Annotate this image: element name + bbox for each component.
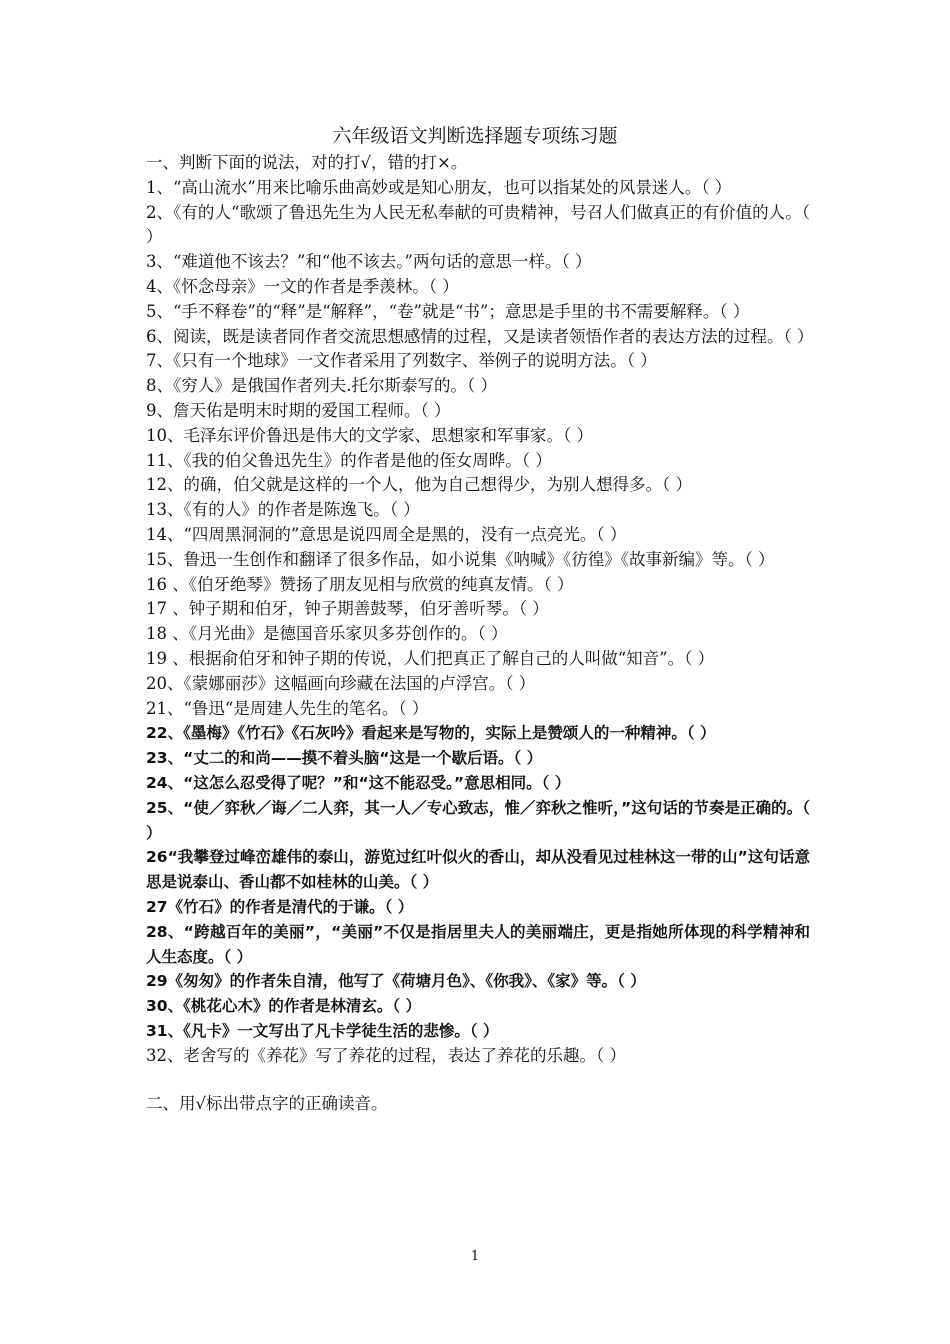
question-item: 20、《蒙娜丽莎》这幅画向珍藏在法国的卢浮宫。（ ） — [146, 673, 536, 693]
question-item-bold: 22、《墨梅》《竹石》《石灰吟》看起来是写物的，实际上是赞颂人的一种精神。（ ） — [146, 724, 716, 743]
question-item: 3、“难道他不该去？”和“他不该去。”两句话的意思一样。（ ） — [146, 252, 592, 272]
question-item-bold: 28、“跨越百年的美丽”，“美丽”不仅是指居里夫人的美丽端庄，更是指她所体现的科学精神和人生态度。（ ） — [146, 922, 810, 966]
question-item: 2、《有的人“歌颂了鲁迅先生为人民无私奉献的可贵精神，号召人们做真正的有价值的人。（ ） — [146, 202, 810, 247]
question-item: 13、《有的人》的作者是陈逸飞。（ ） — [146, 500, 420, 520]
question-item: 6、阅读，既是读者同作者交流思想感情的过程，又是读者领悟作者的表达方法的过程。（ ） — [146, 326, 814, 346]
question-item: 16 、《伯牙绝琴》赞扬了朋友见相与欣赏的纯真友情。（ ） — [146, 574, 574, 594]
question-item: 9、詹天佑是明末时期的爱国工程师。（ ） — [146, 400, 451, 420]
question-item: 7、《只有一个地球》一文作者采用了列数字、举例子的说明方法。（ ） — [146, 351, 657, 371]
page-title: 六年级语文判断选择题专项练习题 — [332, 125, 618, 147]
question-item: 18 、《月光曲》是德国音乐家贝多芬创作的。（ ） — [146, 624, 508, 644]
question-item: 1、“高山流水”用来比喻乐曲高妙或是知心朋友，也可以指某处的风景迷人。（ ） — [146, 177, 732, 197]
question-item-bold: 31、《凡卡》一文写出了凡卡学徒生活的悲惨。（ ） — [146, 1021, 499, 1040]
question-item: 21、“鲁迅“是周建人先生的笔名。（ ） — [146, 698, 429, 718]
question-item: 32、老舍写的《养花》写了养花的过程，表达了养花的乐趣。（ ） — [146, 1045, 626, 1065]
section-two-heading: 二、用√标出带点字的正确读音。 — [146, 1094, 388, 1114]
question-item: 12、的确，伯父就是这样的一个人，他为自己想得少，为别人想得多。（ ） — [146, 475, 692, 495]
question-item-bold: 25、“使／弈秋／诲／二人弈，其一人／专心致志，惟／弈秋之惟听，”这句话的节奏是正确的。（ ） — [146, 798, 810, 842]
question-item: 5、“手不释卷”的“释”是“解释”，“卷”就是“书”；意思是手里的书不需要解释。（ ） — [146, 301, 750, 321]
section-one-heading: 一、判断下面的说法，对的打√，错的打×。 — [146, 153, 468, 172]
page-number: 1 — [470, 1249, 480, 1264]
question-item-bold: 24、“这怎么忍受得了呢？”和“这不能忍受。”意思相同。（ ） — [146, 773, 571, 792]
question-item-bold: 29《匆匆》的作者朱自清，他写了《荷塘月色》、《你我》、《家》等。（ ） — [146, 972, 646, 991]
question-item-bold: 27《竹石》的作者是清代的于谦。（ ） — [146, 897, 414, 916]
question-item: 14、“四周黑洞洞的”意思是说四周全是黑的，没有一点亮光。（ ） — [146, 524, 627, 544]
question-item: 17 、钟子期和伯牙，钟子期善鼓琴，伯牙善听琴。（ ） — [146, 599, 549, 619]
question-item-bold: 23、“丈二的和尚——摸不着头脑“这是一个歇后语。（ ） — [146, 749, 543, 768]
question-item: 15、鲁迅一生创作和翻译了很多作品，如小说集《呐喊》《彷徨》《故事新编》等。（ ） — [146, 549, 775, 569]
worksheet-body — [146, 151, 814, 1117]
question-item: 4、《怀念母亲》一文的作者是季羡林。（ ） — [146, 276, 459, 296]
question-item-bold: 30、《桃花心木》的作者是林清玄。（ ） — [146, 997, 421, 1016]
question-item: 19 、根据俞伯牙和钟子期的传说，人们把真正了解自己的人叫做“知音”。（ ） — [146, 648, 715, 668]
question-item: 11、《我的伯父鲁迅先生》的作者是他的侄女周晔。（ ） — [146, 450, 552, 470]
question-item-bold: 26“我攀登过峰峦雄伟的泰山，游览过红叶似火的香山，却从没看见过桂林这一带的山”这句话意思是说泰山、香山都不如桂林的山美。（ ） — [146, 848, 810, 892]
question-item: 8、《穷人》是俄国作者列夫.托尔斯泰写的。（ ） — [146, 376, 497, 396]
question-item: 10、毛泽东评价鲁迅是伟大的文学家、思想家和军事家。（ ） — [146, 425, 593, 445]
